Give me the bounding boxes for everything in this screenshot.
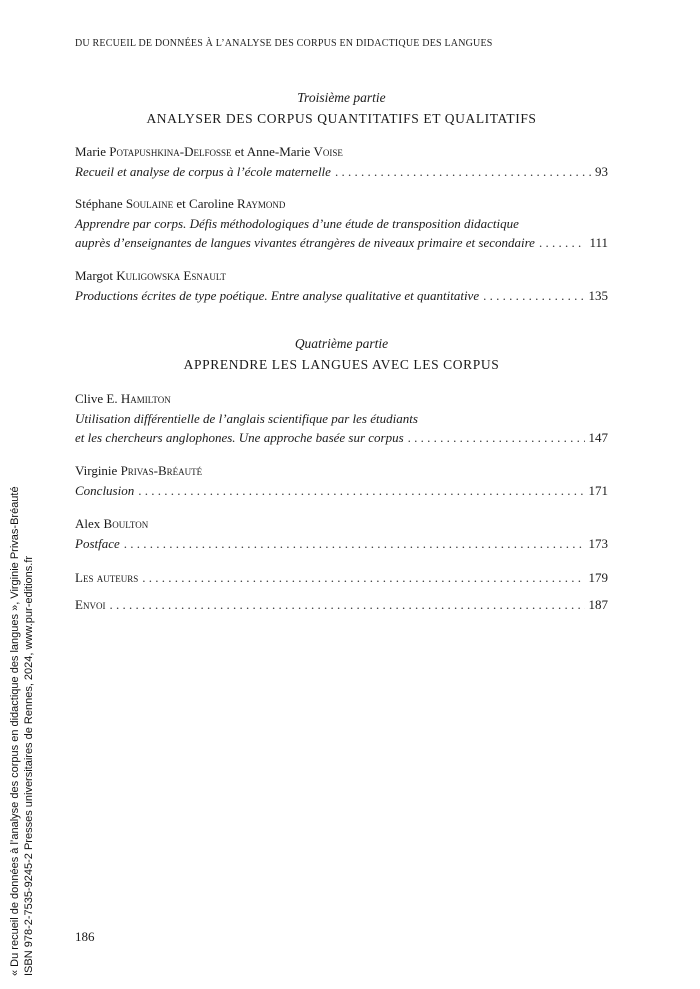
leader-dots <box>109 596 584 614</box>
toc-page-number: 135 <box>588 288 608 303</box>
leader-dots <box>408 429 585 447</box>
copyright-text <box>8 416 36 976</box>
toc-entry-link[interactable] <box>75 482 608 500</box>
toc-page-number: 187 <box>588 597 608 612</box>
toc-page-number: 111 <box>589 235 608 250</box>
toc-entry-link[interactable] <box>75 234 608 252</box>
part4-title: APPRENDRE LES LANGUES AVEC LES CORPUS <box>183 357 500 372</box>
toc-entry-title: Envoi <box>75 597 106 612</box>
toc-back-matter-link[interactable] <box>75 596 608 614</box>
toc-entry-link[interactable] <box>75 287 608 305</box>
toc-entry-title: Utilisation différentielle de l’anglais scientifique par les étudiants <box>75 411 418 426</box>
toc-entry-author: Clive E. Hamilton <box>75 391 171 406</box>
leader-dots <box>138 482 584 500</box>
toc-page-number: 179 <box>588 570 608 585</box>
part3-label: Troisième partie <box>297 90 386 105</box>
leader-dots <box>142 569 584 587</box>
page-number: 186 <box>75 929 95 944</box>
toc-page-number: 147 <box>588 430 608 445</box>
toc-entry-author: Virginie Privas-Bréauté <box>75 463 203 478</box>
toc-entry-title: Recueil et analyse de corpus à l’école maternelle <box>75 164 331 179</box>
toc-entry-link[interactable] <box>75 163 608 181</box>
leader-dots <box>539 234 586 252</box>
toc-entry-title: Conclusion <box>75 483 135 498</box>
toc-entry-title: Les auteurs <box>75 570 139 585</box>
toc-entry-title: Productions écrites de type poétique. Entre analyse qualitative et quantitative <box>75 288 480 303</box>
toc-entry-author: Stéphane Soulaine et Caroline Raymond <box>75 196 286 211</box>
part4-label: Quatrième partie <box>294 336 389 351</box>
leader-dots <box>483 287 584 305</box>
part3-title: ANALYSER DES CORPUS QUANTITATIFS ET QUALITATIFS <box>146 111 537 126</box>
toc-page-number: 93 <box>595 164 608 179</box>
leader-dots <box>335 163 591 181</box>
copyright-line-2: ISBN 978-2-7535-9245-2 Presses universitaires de Rennes, 2024, www.pur-editions.fr <box>23 555 35 976</box>
toc-entry-title: Apprendre par corps. Défis méthodologiques d’une étude de transposition didactique <box>75 216 519 231</box>
toc-entry-title-cont: et les chercheurs anglophones. Une approche basée sur corpus <box>75 430 404 445</box>
running-head: DU RECUEIL DE DONNÉES À L’ANALYSE DES CORPUS EN DIDACTIQUE DES LANGUES <box>75 38 493 49</box>
leader-dots <box>124 535 585 553</box>
toc-entry-link[interactable] <box>75 429 608 447</box>
copyright-line-1: « Du recueil de données à l’analyse des corpus en didactique des langues », Virginie Privas-Bréauté <box>9 486 21 976</box>
toc-page-number: 171 <box>588 483 608 498</box>
toc-entry-author: Alex Boulton <box>75 516 149 531</box>
toc-entry-author: Margot Kuligowska Esnault <box>75 268 227 283</box>
toc-entry-author: Marie Potapushkina-Delfosse et Anne-Marie Voise <box>75 144 343 159</box>
toc-back-matter-link[interactable] <box>75 569 608 587</box>
toc-entry-link[interactable] <box>75 535 608 553</box>
toc-entry-title-cont: auprès d’enseignantes de langues vivantes étrangères de niveaux primaire et secondaire <box>75 235 535 250</box>
copyright-sidebar <box>0 0 60 989</box>
toc-entry-title: Postface <box>75 536 120 551</box>
toc-page-number: 173 <box>588 536 608 551</box>
